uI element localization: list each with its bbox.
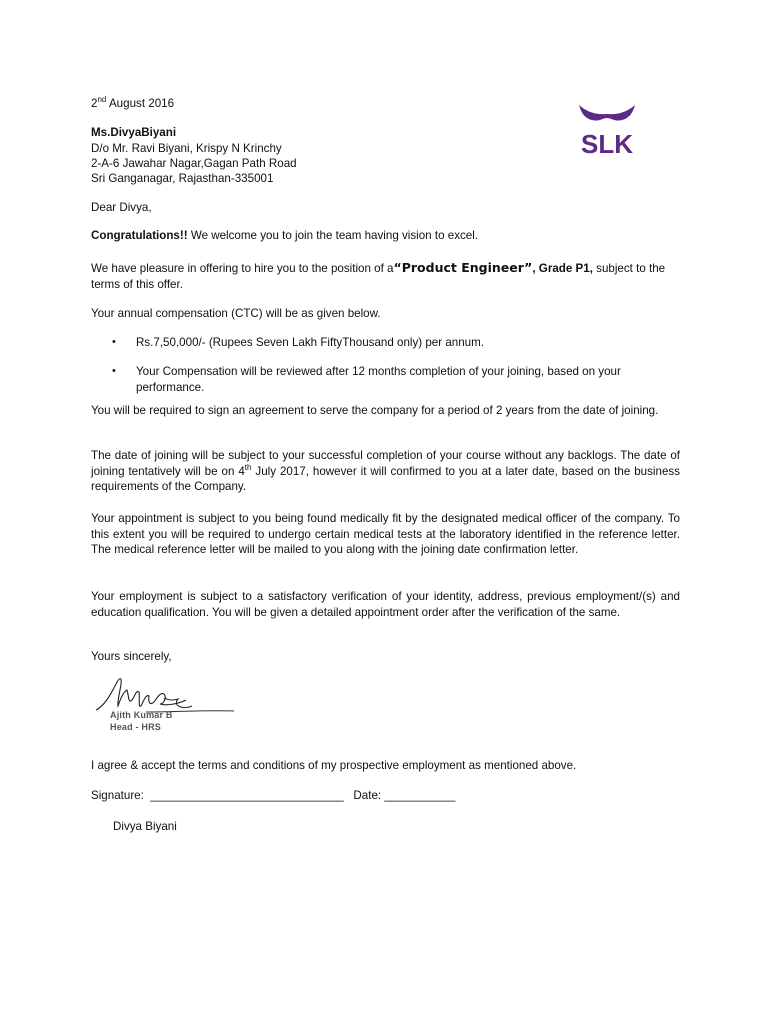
- date-blank: ___________: [384, 789, 456, 802]
- signature-blank: ______________________________: [150, 789, 344, 802]
- joining-paragraph: The date of joining will be subject to your successful completion of your course without any backlogs. The date of joining tentatively will be on 4th July 2017, however it will confirmed to you at a later date, based on the business requirements of the Company.: [91, 449, 680, 493]
- letter-date: 2nd August 2016: [91, 95, 175, 110]
- recipient-address-line-1: D/o Mr. Ravi Biyani, Krispy N Krinchy: [91, 142, 282, 155]
- ctc-intro: Your annual compensation (CTC) will be as given below.: [91, 307, 381, 320]
- signatory-title: Head - HRS: [110, 722, 162, 732]
- agreement-paragraph: You will be required to sign an agreement to serve the company for a period of 2 years from the date of joining.: [91, 404, 659, 417]
- recipient-name: Ms.DivyaBiyani: [91, 126, 177, 139]
- slk-logo: [574, 101, 640, 159]
- medical-paragraph: Your appointment is subject to you being found medically fit by the designated medical officer of the company. To this extent you will be required to undergo certain medical tests at the laboratory identified in the reference letter. The medical reference letter will be mailed to you along with the joining date confirmation letter.: [91, 512, 680, 556]
- congratulations-paragraph: Congratulations!! We welcome you to join the team having vision to excel.: [91, 229, 479, 242]
- recipient-address-line-2: 2-A-6 Jawahar Nagar,Gagan Path Road: [91, 157, 297, 170]
- grade-label: , Grade P1,: [532, 262, 593, 275]
- verification-paragraph: Your employment is subject to a satisfactory verification of your identity, address, previous employment/(s) and education qualification. You will be given a detailed appointment order after the verification of the same.: [91, 590, 680, 619]
- bullet-text: Your Compensation will be reviewed after 12 months completion of your joining, based on your performance.: [136, 365, 621, 394]
- acceptance-statement: I agree & accept the terms and conditions of my prospective employment as mentioned above.: [91, 759, 577, 772]
- offer-paragraph: We have pleasure in offering to hire you to the position of a“Product Engineer”, Grade P1, subject to the terms of this offer.: [91, 260, 666, 291]
- salutation: Dear Divya,: [91, 201, 152, 214]
- date-label: Date:: [353, 789, 382, 802]
- bullet-icon: •: [112, 336, 116, 348]
- bow-icon: [579, 105, 635, 121]
- position-title: “Product Engineer”: [393, 260, 533, 275]
- acceptor-name: Divya Biyani: [113, 820, 177, 833]
- closing: Yours sincerely,: [91, 650, 172, 663]
- slk-logo-mark: [574, 101, 640, 159]
- recipient-address-line-3: Sri Ganganagar, Rajasthan-335001: [91, 172, 274, 185]
- signature-block: [94, 670, 239, 734]
- bullet-icon: •: [112, 365, 116, 377]
- logo-text: SLK: [581, 129, 633, 159]
- signature-label: Signature:: [91, 789, 144, 802]
- bullet-text: Rs.7,50,000/- (Rupees Seven Lakh FiftyThousand only) per annum.: [136, 336, 485, 349]
- signatory-name: Ajith Kumar B: [110, 710, 173, 720]
- signature-date-line: [91, 788, 680, 804]
